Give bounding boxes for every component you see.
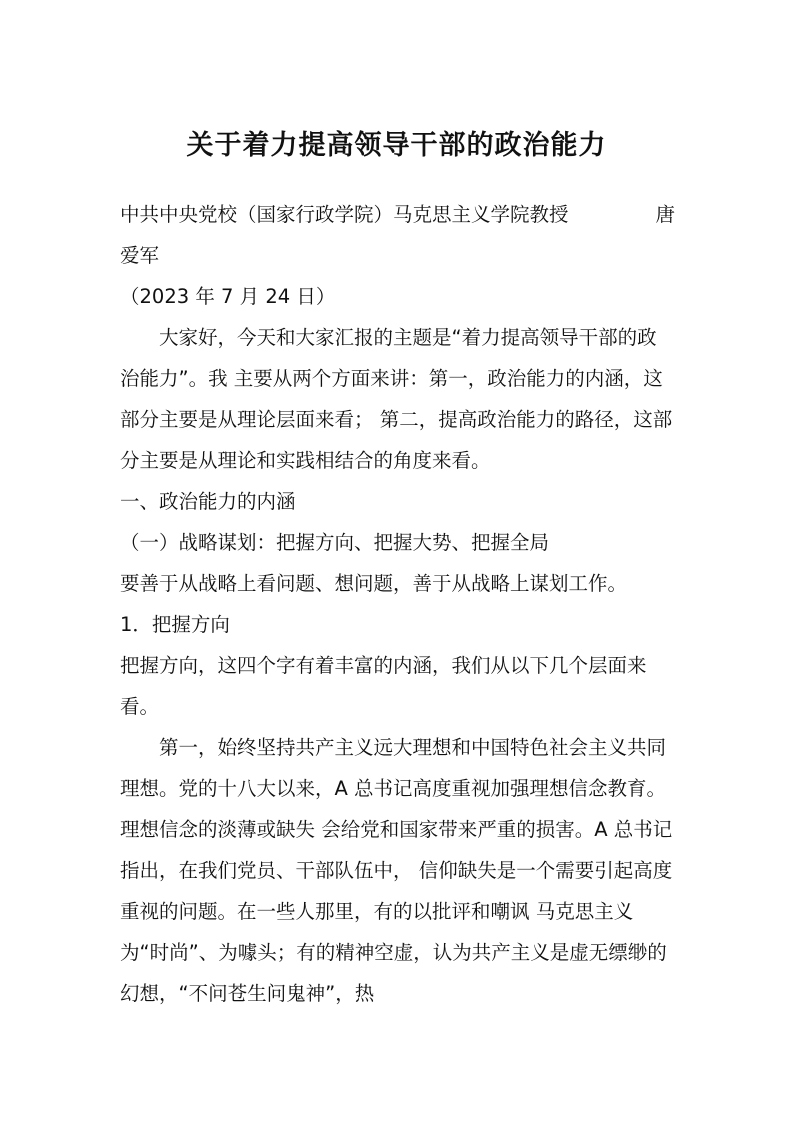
subsection-heading-1: （一）战略谋划：把握方向、把握大势、把握全局	[120, 531, 550, 554]
author-name-part1: 唐	[655, 203, 675, 226]
section-heading-1: 一、政治能力的内涵	[120, 490, 296, 513]
author-name-continued: 爱军	[120, 244, 160, 267]
author-affiliation: 中共中央党校（国家行政学院）马克思主义学院教授	[120, 203, 569, 226]
document-title: 关于着力提高领导干部的政治能力	[186, 130, 607, 161]
document-body	[120, 194, 675, 1014]
point-1-text: 把握方向，这四个字有着丰富的内涵，我们从以下几个层面来看。	[120, 654, 647, 718]
point-heading-1: 1．把握方向	[120, 613, 230, 636]
author-line	[120, 194, 675, 235]
intro-paragraph: 大家好，今天和大家汇报的主题是“着力提高领导干部的政治能力”。我 主要从两个方面来讲：第一，政治能力的内涵，这部分主要是从理论层面来看； 第二，提高政治能力的路径，这部分主要是从理论和实践相结合的角度来看。	[120, 326, 673, 472]
document-date: （2023 年 7 月 24 日）	[120, 285, 336, 308]
subsection-1-text: 要善于从战略上看问题、想问题，善于从战略上谋划工作。	[120, 572, 628, 595]
body-paragraph-1: 第一，始终坚持共产主义远大理想和中国特色社会主义共同理想。党的十八大以来，A 总书记高度重视加强理想信念教育。理想信念的淡薄或缺失 会给党和国家带来严重的损害。A 总书记指出，在我们党员、干部队伍中， 信仰缺失是一个需要引起高度重视的问题。在一些人那里，有的以批评和嘲讽 马克思主义为“时尚”、为噱头；有的精神空虚，认为共产主义是虚无缥缈的 幻想，“不问苍生问鬼神”，热	[120, 736, 673, 1005]
